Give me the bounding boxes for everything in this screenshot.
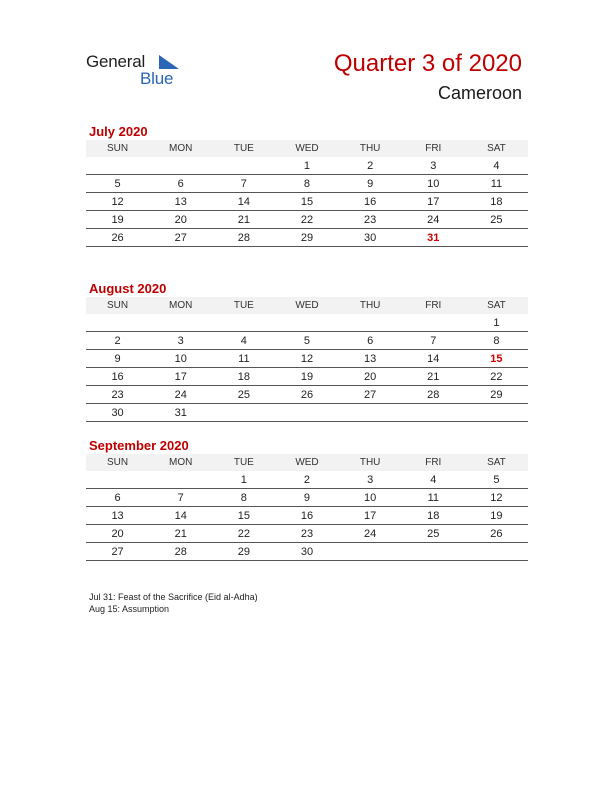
day-cell: 13 bbox=[86, 507, 149, 525]
day-cell: 28 bbox=[212, 229, 275, 247]
weekday-header-row bbox=[86, 140, 528, 157]
day-cell: 28 bbox=[149, 543, 212, 561]
week-row bbox=[86, 175, 528, 193]
day-cell: 24 bbox=[339, 525, 402, 543]
holiday-note: Aug 15: Assumption bbox=[89, 604, 170, 614]
day-cell: 28 bbox=[402, 386, 465, 404]
weekday-label: WED bbox=[275, 454, 338, 471]
empty-day-cell bbox=[212, 314, 275, 332]
weekday-label: WED bbox=[275, 297, 338, 314]
day-cell: 8 bbox=[275, 175, 338, 193]
calendar-grid bbox=[86, 297, 528, 422]
day-cell: 27 bbox=[149, 229, 212, 247]
day-cell: 31 bbox=[149, 404, 212, 422]
calendar-grid bbox=[86, 454, 528, 561]
week-row bbox=[86, 314, 528, 332]
day-cell: 9 bbox=[86, 350, 149, 368]
weekday-label: SAT bbox=[465, 140, 528, 157]
day-cell: 19 bbox=[465, 507, 528, 525]
weekday-label: FRI bbox=[402, 140, 465, 157]
empty-day-cell bbox=[402, 404, 465, 422]
day-cell: 12 bbox=[275, 350, 338, 368]
month-title: July 2020 bbox=[89, 124, 148, 139]
weekday-label: THU bbox=[339, 140, 402, 157]
day-cell: 29 bbox=[275, 229, 338, 247]
day-cell: 26 bbox=[86, 229, 149, 247]
empty-day-cell bbox=[86, 314, 149, 332]
day-cell: 14 bbox=[402, 350, 465, 368]
day-cell: 5 bbox=[86, 175, 149, 193]
day-cell: 21 bbox=[212, 211, 275, 229]
logo-triangle-icon bbox=[159, 55, 179, 69]
day-cell: 23 bbox=[275, 525, 338, 543]
day-cell: 18 bbox=[465, 193, 528, 211]
empty-day-cell bbox=[86, 157, 149, 175]
day-cell: 10 bbox=[149, 350, 212, 368]
empty-day-cell bbox=[275, 404, 338, 422]
month-september bbox=[86, 437, 528, 561]
day-cell: 30 bbox=[275, 543, 338, 561]
day-cell: 3 bbox=[339, 471, 402, 489]
holiday-notes bbox=[89, 591, 258, 615]
day-cell: 4 bbox=[402, 471, 465, 489]
day-cell: 24 bbox=[149, 386, 212, 404]
day-cell: 17 bbox=[339, 507, 402, 525]
day-cell: 23 bbox=[86, 386, 149, 404]
calendar-grid bbox=[86, 140, 528, 247]
logo-text-blue: Blue bbox=[140, 69, 174, 88]
day-cell: 17 bbox=[149, 368, 212, 386]
empty-day-cell bbox=[149, 471, 212, 489]
day-cell: 26 bbox=[465, 525, 528, 543]
day-cell: 6 bbox=[86, 489, 149, 507]
day-cell: 17 bbox=[402, 193, 465, 211]
day-cell: 20 bbox=[149, 211, 212, 229]
day-cell: 13 bbox=[149, 193, 212, 211]
week-row bbox=[86, 332, 528, 350]
weekday-label: SUN bbox=[86, 140, 149, 157]
empty-day-cell bbox=[149, 157, 212, 175]
weekday-label: WED bbox=[275, 140, 338, 157]
day-cell: 22 bbox=[275, 211, 338, 229]
week-row bbox=[86, 368, 528, 386]
day-cell: 9 bbox=[275, 489, 338, 507]
day-cell: 2 bbox=[86, 332, 149, 350]
weekday-label: FRI bbox=[402, 454, 465, 471]
weekday-label: FRI bbox=[402, 297, 465, 314]
day-cell: 15 bbox=[212, 507, 275, 525]
day-cell: 2 bbox=[275, 471, 338, 489]
day-cell: 18 bbox=[402, 507, 465, 525]
day-cell: 5 bbox=[465, 471, 528, 489]
day-cell: 16 bbox=[86, 368, 149, 386]
generalblue-logo bbox=[86, 52, 196, 92]
day-cell: 10 bbox=[339, 489, 402, 507]
weekday-label: MON bbox=[149, 454, 212, 471]
country-name: Cameroon bbox=[437, 83, 522, 103]
day-cell: 14 bbox=[149, 507, 212, 525]
weekday-label: THU bbox=[339, 297, 402, 314]
day-cell: 27 bbox=[339, 386, 402, 404]
day-cell: 24 bbox=[402, 211, 465, 229]
week-row bbox=[86, 471, 528, 489]
weekday-label: TUE bbox=[212, 454, 275, 471]
day-cell: 30 bbox=[339, 229, 402, 247]
weekday-label: THU bbox=[339, 454, 402, 471]
day-cell: 25 bbox=[402, 525, 465, 543]
day-cell: 9 bbox=[339, 175, 402, 193]
day-cell: 7 bbox=[149, 489, 212, 507]
day-cell: 22 bbox=[212, 525, 275, 543]
day-cell: 27 bbox=[86, 543, 149, 561]
week-row bbox=[86, 229, 528, 247]
day-cell: 1 bbox=[275, 157, 338, 175]
empty-day-cell bbox=[402, 543, 465, 561]
day-cell: 3 bbox=[149, 332, 212, 350]
holiday-note: Jul 31: Feast of the Sacrifice (Eid al-Adha) bbox=[89, 592, 258, 602]
weekday-label: SAT bbox=[465, 454, 528, 471]
weekday-label: TUE bbox=[212, 297, 275, 314]
day-cell: 6 bbox=[149, 175, 212, 193]
week-row bbox=[86, 525, 528, 543]
day-cell: 30 bbox=[86, 404, 149, 422]
empty-day-cell bbox=[465, 404, 528, 422]
day-cell: 8 bbox=[465, 332, 528, 350]
day-cell: 26 bbox=[275, 386, 338, 404]
month-july bbox=[86, 123, 528, 247]
weekday-label: SUN bbox=[86, 297, 149, 314]
weekday-label: MON bbox=[149, 140, 212, 157]
week-row bbox=[86, 543, 528, 561]
month-title: August 2020 bbox=[89, 281, 167, 296]
day-cell: 19 bbox=[275, 368, 338, 386]
day-cell: 15 bbox=[465, 350, 528, 368]
day-cell: 20 bbox=[339, 368, 402, 386]
logo-text-general: General bbox=[86, 52, 146, 71]
month-title: September 2020 bbox=[89, 438, 189, 453]
weekday-label: MON bbox=[149, 297, 212, 314]
weekday-header-row bbox=[86, 297, 528, 314]
weekday-label: SAT bbox=[465, 297, 528, 314]
day-cell: 13 bbox=[339, 350, 402, 368]
day-cell: 4 bbox=[465, 157, 528, 175]
week-row bbox=[86, 193, 528, 211]
day-cell: 12 bbox=[86, 193, 149, 211]
day-cell: 16 bbox=[339, 193, 402, 211]
empty-day-cell bbox=[465, 229, 528, 247]
day-cell: 12 bbox=[465, 489, 528, 507]
empty-day-cell bbox=[149, 314, 212, 332]
week-row bbox=[86, 507, 528, 525]
day-cell: 19 bbox=[86, 211, 149, 229]
day-cell: 21 bbox=[402, 368, 465, 386]
empty-day-cell bbox=[339, 314, 402, 332]
empty-day-cell bbox=[212, 404, 275, 422]
empty-day-cell bbox=[86, 471, 149, 489]
day-cell: 29 bbox=[465, 386, 528, 404]
day-cell: 20 bbox=[86, 525, 149, 543]
day-cell: 18 bbox=[212, 368, 275, 386]
day-cell: 1 bbox=[212, 471, 275, 489]
day-cell: 3 bbox=[402, 157, 465, 175]
weekday-label: SUN bbox=[86, 454, 149, 471]
empty-day-cell bbox=[339, 543, 402, 561]
day-cell: 14 bbox=[212, 193, 275, 211]
week-row bbox=[86, 489, 528, 507]
week-row bbox=[86, 157, 528, 175]
day-cell: 5 bbox=[275, 332, 338, 350]
day-cell: 10 bbox=[402, 175, 465, 193]
day-cell: 25 bbox=[212, 386, 275, 404]
day-cell: 16 bbox=[275, 507, 338, 525]
day-cell: 7 bbox=[402, 332, 465, 350]
week-row bbox=[86, 350, 528, 368]
day-cell: 23 bbox=[339, 211, 402, 229]
day-cell: 31 bbox=[402, 229, 465, 247]
week-row bbox=[86, 386, 528, 404]
week-row bbox=[86, 211, 528, 229]
empty-day-cell bbox=[339, 404, 402, 422]
empty-day-cell bbox=[402, 314, 465, 332]
day-cell: 21 bbox=[149, 525, 212, 543]
day-cell: 29 bbox=[212, 543, 275, 561]
day-cell: 22 bbox=[465, 368, 528, 386]
month-august bbox=[86, 280, 528, 422]
day-cell: 1 bbox=[465, 314, 528, 332]
empty-day-cell bbox=[465, 543, 528, 561]
day-cell: 4 bbox=[212, 332, 275, 350]
day-cell: 7 bbox=[212, 175, 275, 193]
weekday-label: TUE bbox=[212, 140, 275, 157]
day-cell: 11 bbox=[465, 175, 528, 193]
week-row bbox=[86, 404, 528, 422]
day-cell: 11 bbox=[402, 489, 465, 507]
day-cell: 25 bbox=[465, 211, 528, 229]
day-cell: 8 bbox=[212, 489, 275, 507]
page-title: Quarter 3 of 2020 bbox=[333, 50, 522, 77]
day-cell: 15 bbox=[275, 193, 338, 211]
day-cell: 6 bbox=[339, 332, 402, 350]
day-cell: 2 bbox=[339, 157, 402, 175]
weekday-header-row bbox=[86, 454, 528, 471]
day-cell: 11 bbox=[212, 350, 275, 368]
empty-day-cell bbox=[275, 314, 338, 332]
empty-day-cell bbox=[212, 157, 275, 175]
